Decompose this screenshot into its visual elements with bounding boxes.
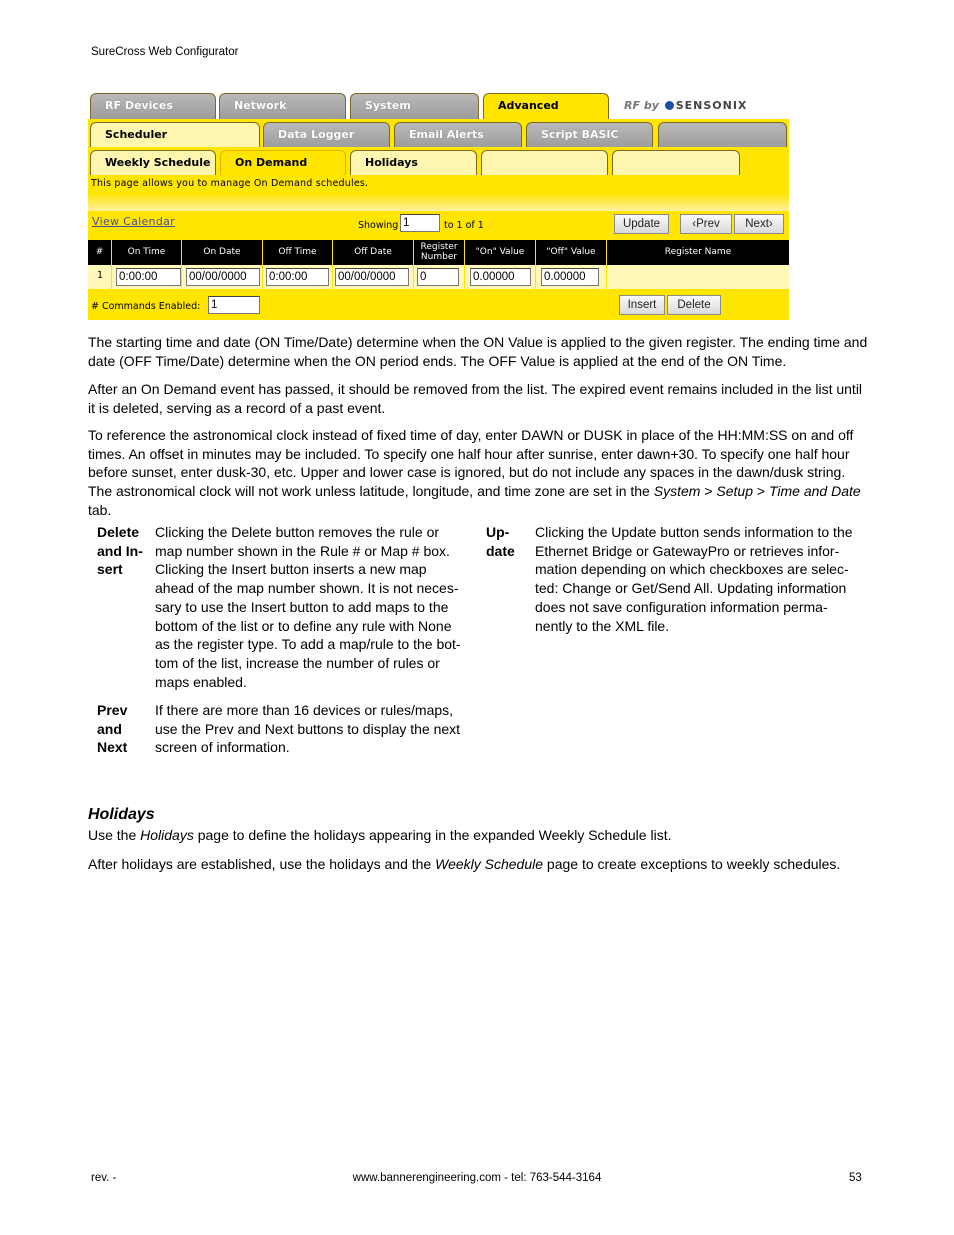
showing-label: Showing xyxy=(358,220,399,231)
tab-data-logger[interactable]: Data Logger xyxy=(263,122,390,148)
def-line: mation depending on which checkboxes are selec- xyxy=(535,561,849,578)
col-off-value: "Off" Value xyxy=(536,240,607,265)
def-line: as the register type. To add a map/rule to the bot- xyxy=(155,636,461,653)
next-label: Next xyxy=(745,218,769,230)
off-value-input[interactable]: 0.00000 xyxy=(541,268,599,286)
off-time-input[interactable]: 0:00:00 xyxy=(266,268,329,286)
emphasis-holidays: Holidays xyxy=(140,827,194,843)
tab-email-alerts[interactable]: Email Alerts xyxy=(394,122,522,148)
register-number-input[interactable]: 0 xyxy=(417,268,459,286)
col-register-name: Register Name xyxy=(664,246,732,257)
running-header: SureCross Web Configurator xyxy=(91,46,239,58)
term-line: Up- xyxy=(486,524,510,540)
term-line: and In- xyxy=(97,542,143,559)
astro-end: tab. xyxy=(88,501,112,518)
on-demand-panel xyxy=(88,175,789,320)
logo-dot-icon xyxy=(665,101,674,110)
term-line: Next xyxy=(97,739,128,756)
def-line: map number shown in the Rule # or Map # box. xyxy=(155,542,450,559)
showing-range: to 1 of 1 xyxy=(444,220,484,231)
def-prev-next xyxy=(155,701,460,757)
main-tab-bar xyxy=(88,93,789,119)
page-description: This page allows you to manage On Demand schedules. xyxy=(91,178,369,189)
text: page to define the holidays appearing in the expanded Weekly Schedule list. xyxy=(193,827,672,843)
insert-button[interactable]: Insert xyxy=(619,295,665,315)
term-delete-insert xyxy=(97,523,143,579)
footer-page-number: 53 xyxy=(849,1172,862,1184)
footer-contact: www.bannerengineering.com - tel: 763-544-3164 xyxy=(352,1172,602,1184)
tab-weekly-schedule[interactable]: Weekly Schedule xyxy=(90,150,216,176)
col-on-value: "On" Value xyxy=(465,240,536,265)
col-on-time: On Time xyxy=(112,240,182,265)
col-on-date: On Date xyxy=(182,240,263,265)
on-time-input[interactable]: 0:00:00 xyxy=(116,268,181,286)
tab-script-basic[interactable]: Script BASIC xyxy=(526,122,653,148)
def-line: bottom of the list or to define any rule with None xyxy=(155,617,452,634)
paragraph-on-off-times: The starting time and date (ON Time/Date) determine when the ON Value is applied to the given register. The ending time and date (OFF Time/Date) determine when the ON period ends. The OFF Value is applied at the end of the ON Time. xyxy=(88,334,868,369)
def-line: sary to use the Insert button to add maps to the xyxy=(155,598,449,615)
delete-button[interactable]: Delete xyxy=(667,295,721,315)
tab-on-demand[interactable]: On Demand xyxy=(220,150,346,176)
text: After holidays are established, use the holidays and the xyxy=(88,856,436,872)
section-heading-holidays: Holidays xyxy=(88,806,155,823)
panel-band xyxy=(88,193,789,211)
commands-enabled-input[interactable]: 1 xyxy=(208,296,260,314)
col-register-number: Register Number xyxy=(414,240,465,265)
def-line: maps enabled. xyxy=(155,673,247,690)
def-line: does not save configuration information perma- xyxy=(535,598,828,615)
term-line: sert xyxy=(97,561,123,578)
paragraph-holidays-page xyxy=(88,826,868,845)
term-line: Delete xyxy=(97,524,140,540)
menu-system: System xyxy=(653,483,701,500)
tab-holidays[interactable]: Holidays xyxy=(350,150,477,176)
brand-logo xyxy=(624,99,747,112)
footer-revision: rev. - xyxy=(91,1172,117,1184)
term-prev-next xyxy=(97,701,127,757)
tab-empty-1 xyxy=(481,150,608,176)
update-button[interactable]: Update xyxy=(614,214,669,234)
on-value-input[interactable]: 0.00000 xyxy=(470,268,531,286)
prev-button[interactable] xyxy=(680,214,732,234)
menu-time-and-date: Time and Date xyxy=(768,483,861,500)
def-line: Clicking the Delete button removes the rule or xyxy=(155,524,440,540)
def-line: Ethernet Bridge or GatewayPro or retrieves infor- xyxy=(535,542,840,559)
term-update xyxy=(486,523,515,560)
text: page to create exceptions to weekly schedules. xyxy=(543,856,841,872)
menu-separator: > xyxy=(753,483,769,500)
def-delete-insert xyxy=(155,523,461,691)
paragraph-expired-events: After an On Demand event has passed, it should be removed from the list. The expired event remains included in the list until it is deleted, serving as a record of a past event. xyxy=(88,381,863,416)
tab-empty-2 xyxy=(612,150,740,176)
def-line: Clicking the Update button sends information to the xyxy=(535,524,853,540)
menu-setup: Setup xyxy=(716,483,753,500)
col-off-date: Off Date xyxy=(333,240,414,265)
term-line: and xyxy=(97,720,122,737)
def-line: Clicking the Insert button inserts a new map xyxy=(155,561,427,578)
def-line: nently to the XML file. xyxy=(535,617,670,634)
tab-empty-sub xyxy=(658,122,787,148)
chevron-right-icon: › xyxy=(768,218,773,230)
sub-tab-bar xyxy=(88,119,789,147)
text: Use the xyxy=(88,827,141,843)
on-date-input[interactable]: 00/00/0000 xyxy=(186,268,260,286)
col-number: # xyxy=(88,240,112,265)
menu-separator: > xyxy=(700,483,717,500)
brand-name: SENSONIX xyxy=(675,99,748,112)
tab-scheduler[interactable]: Scheduler xyxy=(90,122,260,148)
showing-input[interactable]: 1 xyxy=(400,214,440,232)
tab-rf-devices[interactable]: RF Devices xyxy=(90,93,216,119)
def-update xyxy=(535,523,853,635)
view-calendar-link[interactable]: View Calendar xyxy=(92,215,175,228)
def-line: screen of information. xyxy=(155,739,290,756)
def-line: ahead of the map number shown. It is not neces- xyxy=(155,580,459,597)
chevron-left-icon: ‹ xyxy=(692,218,697,230)
next-button[interactable] xyxy=(734,214,784,234)
emphasis-weekly-schedule: Weekly Schedule xyxy=(435,856,544,872)
on-demand-ui-screenshot xyxy=(88,93,789,320)
paragraph-weekly-exceptions xyxy=(88,855,868,874)
def-line: tom of the list, increase the number of rules or xyxy=(155,654,440,671)
paragraph-astronomical-clock xyxy=(88,426,868,520)
def-line: If there are more than 16 devices or rules/maps, xyxy=(155,702,454,718)
schedule-tab-bar xyxy=(88,147,789,175)
term-line: date xyxy=(486,542,515,559)
tab-advanced[interactable]: Advanced xyxy=(483,93,609,119)
commands-enabled-label: # Commands Enabled: xyxy=(91,301,201,312)
prev-label: Prev xyxy=(696,218,720,230)
tab-system[interactable]: System xyxy=(350,93,479,119)
row-number: 1 xyxy=(97,270,104,281)
def-line: ted: Change or Get/Send All. Updating information xyxy=(535,580,847,597)
col-off-time: Off Time xyxy=(263,240,333,265)
term-line: Prev xyxy=(97,702,128,718)
brand-prefix: RF by xyxy=(624,99,659,112)
astro-text: To reference the astronomical clock instead of fixed time of day, enter DAWN or DUSK in place of the HH:MM:SS on and off times. An offset in minutes may be included. To specify one half hour after sunrise, enter dawn+30. To specify one half hour before sunset, enter dusk-30, etc. Upper and lower case is ignored, but do not include any spaces in the dawn/dusk string. The astronomical clock will not work unless latitude, longitude, and time zone are set in the xyxy=(88,427,854,500)
table-header xyxy=(88,240,789,265)
off-date-input[interactable]: 00/00/0000 xyxy=(335,268,409,286)
tab-network[interactable]: Network xyxy=(219,93,346,119)
def-line: use the Prev and Next buttons to display the next xyxy=(155,720,461,737)
